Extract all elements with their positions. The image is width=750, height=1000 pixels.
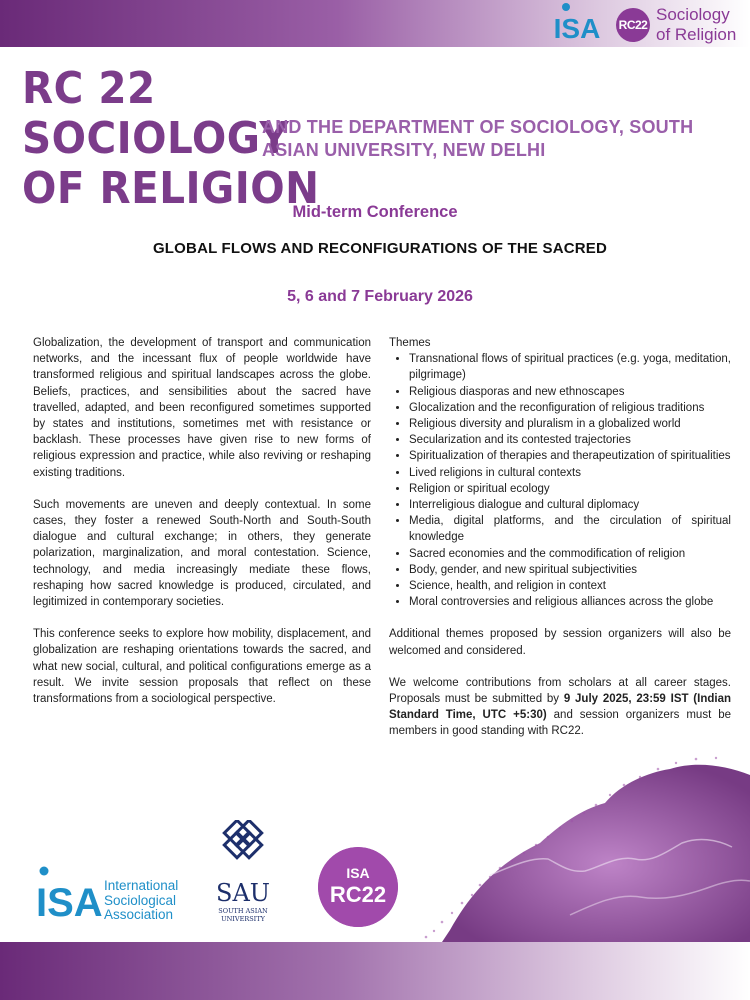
- rc-name-line2: of Religion: [656, 25, 737, 44]
- theme-item: • Secularization and its contested trajectories: [409, 432, 731, 448]
- theme-item: • Body, gender, and new spiritual subjectivities: [409, 562, 731, 578]
- theme-item: • Religion or spiritual ecology: [409, 481, 731, 497]
- themes-heading: Themes: [389, 337, 431, 349]
- submission-intro: We welcome contributions from scholars at all career stages. Proposals must be submitted by: [389, 676, 731, 706]
- rc-name-line1: Sociology: [656, 5, 730, 24]
- sau-logo: [210, 820, 276, 930]
- submission-note: [389, 675, 731, 740]
- intro-paragraph-2: Such movements are uneven and deeply contextual. In some cases, they foster a renewed South-North and South-South dialogue and cultural exchange; in others, they generate polarization, marginalization, and moral contestation. Science, technology, and media increasingly mediate these flows, reshaping how sacred knowledge is produced, circulated, and legitimized in contemporary societies.: [33, 498, 371, 609]
- isa-top-text: ISA: [553, 13, 601, 42]
- isa-name: [104, 879, 178, 923]
- isa-name-line1: International: [104, 878, 179, 893]
- sau-line2: UNIVERSITY: [221, 915, 265, 923]
- isa-name-line2: Sociological: [104, 892, 177, 908]
- rc22-logo-label: RC22: [329, 882, 387, 907]
- themes-column: [389, 335, 731, 740]
- theme-item: • Glocalization and the reconfiguration of religious traditions: [409, 400, 731, 416]
- theme-item: • Transnational flows of spiritual practices (e.g. yoga, meditation, pilgrimage): [409, 351, 731, 383]
- isa-logo-text: ISA: [36, 881, 103, 922]
- sau-abbr: SAU: [216, 879, 270, 907]
- additional-themes-note: Additional themes proposed by session organizers will also be welcomed and considered.: [389, 628, 731, 657]
- globe-graphic: [420, 755, 750, 945]
- theme-item: • Sacred economies and the commodification of religion: [409, 546, 731, 562]
- theme-item: • Media, digital platforms, and the circulation of spiritual knowledge: [409, 513, 731, 545]
- intro-paragraph-3: This conference seeks to explore how mobility, displacement, and globalization are reshaping orientations towards the sacred, and what new social, cultural, and political configurations emerge as a result. We invite session proposals that reflect on these transformations from a sociological perspective.: [33, 628, 371, 706]
- subtitle-department: AND THE DEPARTMENT OF SOCIOLOGY, SOUTH ASIAN UNIVERSITY, NEW DELHI: [262, 117, 694, 160]
- rc22-badge-top: RC22: [616, 8, 650, 42]
- theme-item: • Science, health, and religion in context: [409, 578, 731, 594]
- theme-item: • Religious diasporas and new ethnoscapes: [409, 384, 731, 400]
- themes-list: [389, 351, 731, 610]
- theme-item: • Moral controversies and religious alliances across the globe: [409, 594, 731, 610]
- main-title-line2: OF RELIGION: [22, 163, 320, 214]
- rc22-logo-isa: ISA: [346, 865, 370, 881]
- conference-dates: 5, 6 and 7 February 2026: [287, 288, 473, 305]
- submission-deadline: 9 July 2025, 23:59 IST (Indian Standard Time, UTC +5:30): [389, 693, 731, 722]
- sau-line1: SOUTH ASIAN: [218, 907, 268, 915]
- rc-name-top: [656, 5, 750, 45]
- theme-item: • Lived religions in cultural contexts: [409, 465, 731, 481]
- submission-requirement: and session organizers must be members in good standing with RC22.: [389, 709, 732, 738]
- footer-band: [0, 942, 750, 1000]
- isa-logo-top: [552, 2, 602, 42]
- intro-paragraph-1: Globalization, the development of transport and communication networks, and the incessant flux of people worldwide have transformed religious and spiritual landscapes across the globe. Beliefs, practices, and sensibilities about the sacred have travelled, adapted, and been reconfigured sometimes supported by states and institutions, sometimes met with resistance or backlash. These processes have given rise to new forms of religious expression and practice, while also reviving or reshaping existing traditions.: [33, 337, 371, 479]
- isa-name-line3: Association: [104, 907, 174, 922]
- theme-item: • Spiritualization of therapies and therapeutization of spiritualities: [409, 448, 731, 464]
- conference-label: Mid-term Conference: [292, 203, 458, 221]
- conference-title: GLOBAL FLOWS AND RECONFIGURATIONS OF THE SACRED: [152, 240, 608, 257]
- rc22-logo: [318, 847, 398, 927]
- theme-item: • Religious diversity and pluralism in a globalized world: [409, 416, 731, 432]
- intro-text-column: [33, 335, 371, 723]
- theme-item: • Interreligious dialogue and cultural diplomacy: [409, 497, 731, 513]
- main-title-line1: RC 22 SOCIOLOGY: [22, 63, 290, 164]
